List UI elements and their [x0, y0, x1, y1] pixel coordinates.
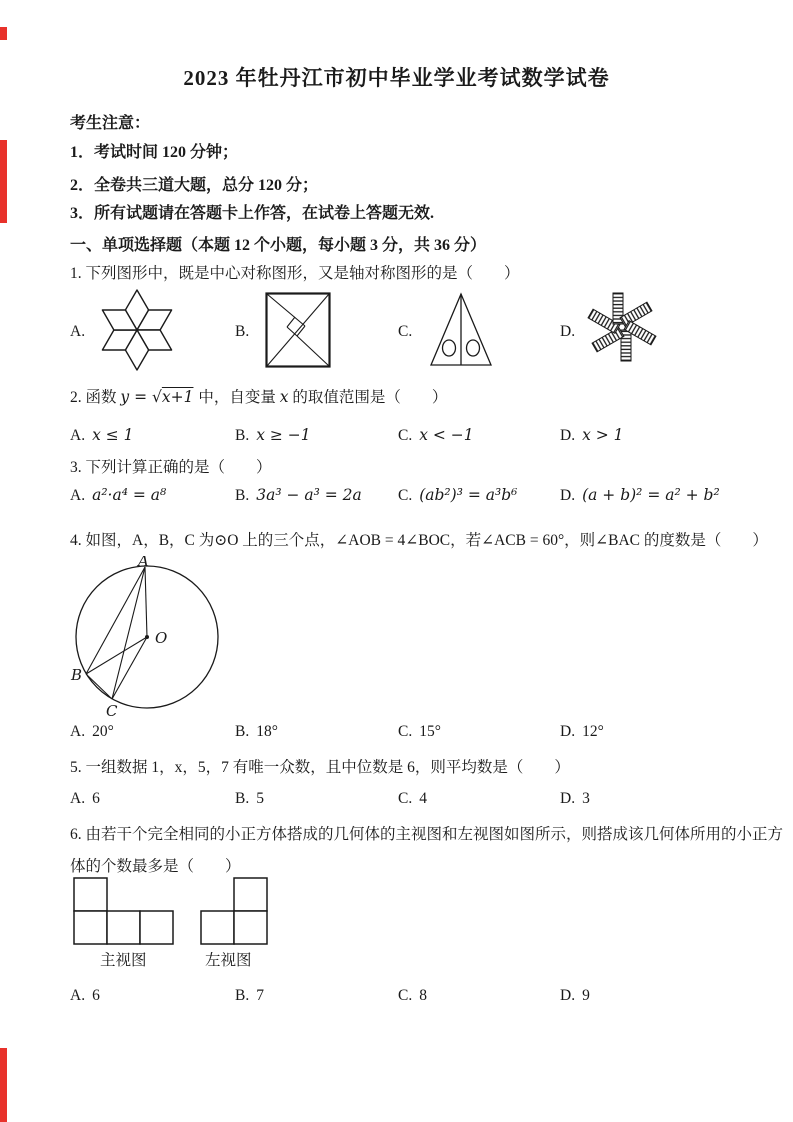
q6-front-view-label: 主视图 — [100, 952, 147, 969]
q6-option-b: B. 7 — [235, 987, 264, 1004]
question-5-options — [70, 790, 730, 812]
red-margin-mark-bottom — [0, 1048, 7, 1122]
q4-option-b: B. 18° — [235, 723, 278, 740]
q4-option-c: C. 15° — [398, 723, 441, 740]
q1-figure-c-triangle — [428, 291, 494, 369]
q3-option-d: D. (a + b)² = a² + b² — [560, 486, 720, 504]
red-margin-mark-middle — [0, 140, 7, 223]
q1-option-c-label: C. — [398, 323, 413, 340]
q2-text-before: 2. 函数 — [70, 389, 117, 406]
q1-option-d-label: D. — [560, 323, 576, 340]
q5-option-b: B. 5 — [235, 790, 264, 807]
q4-point-label-c: C — [106, 702, 118, 720]
q1-figure-a-star — [95, 286, 179, 374]
q1-option-b-label: B. — [235, 323, 250, 340]
q2-sqrt-sign: y = √ — [120, 388, 162, 406]
question-2-text — [70, 385, 447, 407]
question-4-options — [70, 723, 730, 745]
red-margin-mark-top — [0, 27, 7, 40]
q3-option-b: B. 3a³ − a³ = 2a — [235, 486, 362, 504]
question-5-text: 5. 一组数据 1，x，5，7 有唯一众数，且中位数是 6，则平均数是（ ） — [70, 759, 570, 776]
question-6-figures — [70, 877, 370, 972]
q4-option-d: D. 12° — [560, 723, 604, 740]
q6-option-a: A. 6 — [70, 987, 100, 1004]
q1-option-a-label: A. — [70, 323, 86, 340]
q6-left-view-label: 左视图 — [205, 952, 252, 969]
q4-point-label-o: O — [155, 629, 168, 647]
question-1-figures-row — [70, 285, 730, 385]
q2-text-after: 的取值范围是（ ） — [292, 389, 448, 406]
q2-option-a: A. x ≤ 1 — [70, 426, 134, 444]
q3-option-a: A. a²·a⁴ = a⁸ — [70, 486, 167, 504]
q2-option-d: D. x > 1 — [560, 426, 624, 444]
q4-option-a: A. 20° — [70, 723, 114, 740]
q2-radicand: x+1 — [161, 388, 194, 406]
notice-item-1: 1．考试时间 120 分钟； — [70, 144, 239, 161]
q1-figure-d-striped-pinwheel — [585, 288, 659, 366]
q6-option-c: C. 8 — [398, 987, 427, 1004]
q6-option-d: D. 9 — [560, 987, 590, 1004]
notice-item-3: 3．所有试题请在答题卡上作答，在试卷上答题无效. — [70, 205, 435, 222]
q5-option-a: A. 6 — [70, 790, 100, 807]
q2-option-c: C. x < −1 — [398, 426, 474, 444]
page-title: 2023 年牡丹江市初中毕业学业考试数学试卷 — [183, 66, 610, 90]
q2-text-mid: 中，自变量 — [198, 389, 276, 406]
q4-circle-figure — [70, 556, 245, 721]
q4-point-label-b: B — [71, 666, 83, 684]
question-6-text-line2: 体的个数最多是（ ） — [70, 858, 241, 875]
question-3-options — [70, 486, 730, 508]
q1-figure-b-square-pinwheel — [265, 292, 331, 368]
question-1-text: 1. 下列图形中，既是中心对称图形，又是轴对称图形的是（ ） — [70, 265, 520, 282]
notice-header: 考生注意： — [70, 115, 151, 132]
question-3-text: 3. 下列计算正确的是（ ） — [70, 459, 272, 476]
q2-formula — [120, 388, 198, 406]
notice-item-2: 2．全卷共三道大题，总分 120 分； — [70, 177, 319, 194]
q6-front-view-figure — [73, 877, 174, 945]
q6-left-view-figure — [200, 877, 268, 945]
q5-option-c: C. 4 — [398, 790, 427, 807]
q3-option-c: C. (ab²)³ = a³b⁶ — [398, 486, 518, 504]
question-2-options — [70, 426, 730, 448]
question-6-options — [70, 987, 730, 1009]
q2-variable: x — [279, 388, 289, 406]
q2-option-b: B. x ≥ −1 — [235, 426, 311, 444]
section-1-heading: 一、单项选择题（本题 12 个小题，每小题 3 分，共 36 分） — [70, 237, 487, 254]
q4-point-label-a: A — [138, 556, 149, 570]
question-6-text-line1: 6. 由若干个完全相同的小正方体搭成的几何体的主视图和左视图如图所示，则搭成该几何体所用的小正方 — [70, 826, 784, 843]
q5-option-d: D. 3 — [560, 790, 590, 807]
question-4-text: 4. 如图，A，B，C 为⊙O 上的三个点，∠AOB = 4∠BOC，若∠ACB = 60°，则∠BAC 的度数是（ ） — [70, 532, 768, 549]
